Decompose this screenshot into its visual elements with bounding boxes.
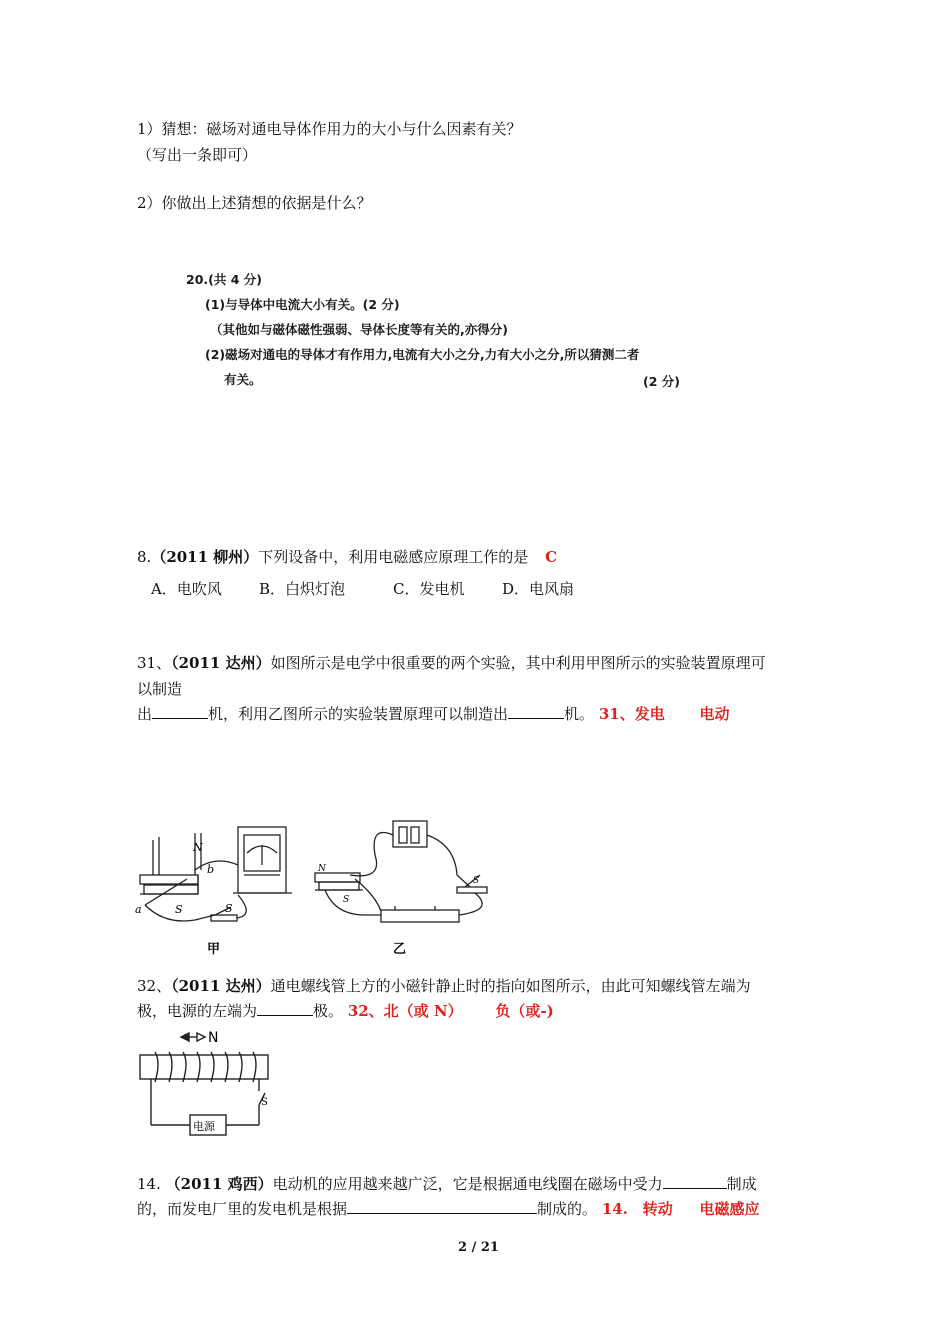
q14-answer-1: 转动	[642, 1200, 673, 1218]
q8-option-d: D．电风扇	[502, 580, 575, 598]
answer-line-2: （其他如与磁体磁性强弱、导体长度等有关的,亦得分)	[210, 322, 508, 337]
figure-jia-label: 甲	[207, 942, 221, 957]
q31-blank-1[interactable]	[152, 704, 208, 719]
q31-source: （2011 达州）	[171, 654, 271, 672]
q32-blank[interactable]	[257, 1001, 313, 1016]
yi-switch-label: S	[473, 876, 480, 886]
figure-jia	[140, 827, 292, 921]
answer-line-4-score: (2 分)	[643, 374, 680, 389]
q14-answer-number: 14.	[601, 1200, 628, 1218]
q14-stem	[137, 1173, 757, 1194]
q14-part1: 制成	[726, 1175, 757, 1193]
q14-blank-2[interactable]	[347, 1199, 537, 1214]
q31-stem-cont: 以制造	[137, 680, 183, 698]
q14-line2a: 的，而发电厂里的发电机是根据	[137, 1200, 348, 1218]
q32-text: 通电螺线管上方的小磁针静止时的指向如图所示，由此可知螺线管左端为	[270, 977, 751, 995]
q32-number: 32、	[137, 977, 172, 995]
q31-number: 31、	[137, 654, 172, 672]
q31-part1: 出	[137, 705, 153, 723]
q32-part1: 极，电源的左端为	[137, 1002, 258, 1020]
q32-solenoid-figure	[135, 1025, 285, 1145]
q31-part3: 机。	[564, 705, 595, 723]
answer-line-1: (1)与导体中电流大小有关。(2 分)	[205, 297, 400, 312]
q1-line3: 2）你做出上述猜想的依据是什么？	[137, 194, 372, 212]
q14-line2b: 制成的。	[537, 1200, 598, 1218]
answer-line-4: 有关。	[224, 372, 262, 387]
q32-source: （2011 达州）	[171, 977, 271, 995]
q31-answer-2: 电动	[699, 705, 730, 723]
q1-line1: 1）猜想：磁场对通电导体作用力的大小与什么因素有关？	[137, 120, 522, 138]
q1-line2: （写出一条即可）	[137, 146, 258, 164]
q8-option-b: B．白炽灯泡	[259, 580, 346, 598]
jia-label-n: N	[193, 841, 203, 854]
q32-part2: 极。	[313, 1002, 344, 1020]
q32-answer-2: 负（或-)	[495, 1002, 554, 1020]
jia-label-b: b	[207, 863, 215, 876]
page-number: 2 / 21	[458, 1240, 499, 1255]
yi-label-s: S	[343, 895, 350, 905]
jia-label-a: a	[135, 903, 142, 916]
q8-option-c: C．发电机	[393, 580, 465, 598]
answer-head: 20.(共 4 分)	[186, 272, 262, 287]
q8-number: 8.	[137, 548, 152, 566]
q14-number: 14.	[137, 1175, 161, 1193]
q31-figure	[135, 815, 495, 960]
q31-part2: 机，利用乙图所示的实验装置原理可以制造出	[208, 705, 509, 723]
q8-option-a: A．电吹风	[151, 580, 222, 598]
q8-source: （2011 柳州）	[151, 548, 259, 566]
needle-n-label: N	[208, 1030, 219, 1046]
q32-stem	[137, 975, 751, 996]
q32-answer-1: 32、北（或 N）	[347, 1002, 463, 1020]
q14-answer-2: 电磁感应	[699, 1200, 760, 1218]
switch-label: S	[261, 1097, 268, 1108]
q31-fill-line	[137, 703, 730, 724]
answer-line-3: (2)磁场对通电的导体才有作用力,电流有大小之分,力有大小之分,所以猜测二者	[205, 347, 640, 362]
q14-source: （2011 鸡西）	[165, 1175, 273, 1193]
yi-label-n: N	[318, 864, 326, 874]
q32-fill-line	[137, 1000, 554, 1021]
q14-text: 电动机的应用越来越广泛，它是根据通电线圈在磁场中受力	[272, 1175, 663, 1193]
q14-blank-1[interactable]	[663, 1174, 727, 1189]
q31-text: 如图所示是电学中很重要的两个实验，其中利用甲图所示的实验装置原理可	[270, 654, 766, 672]
q14-fill-line	[137, 1198, 760, 1219]
figure-yi-label: 乙	[393, 942, 407, 957]
figure-yi	[315, 821, 487, 922]
jia-label-s: S	[175, 903, 183, 916]
power-source-label: 电源	[193, 1120, 215, 1133]
q8-answer: C	[545, 548, 558, 566]
q31-answer-1: 31、发电	[598, 705, 665, 723]
q31-stem	[137, 652, 766, 673]
q8-stem	[137, 546, 557, 567]
jia-switch-label: S	[225, 902, 233, 915]
q8-text: 下列设备中，利用电磁感应原理工作的是	[258, 548, 529, 566]
q31-blank-2[interactable]	[508, 704, 564, 719]
